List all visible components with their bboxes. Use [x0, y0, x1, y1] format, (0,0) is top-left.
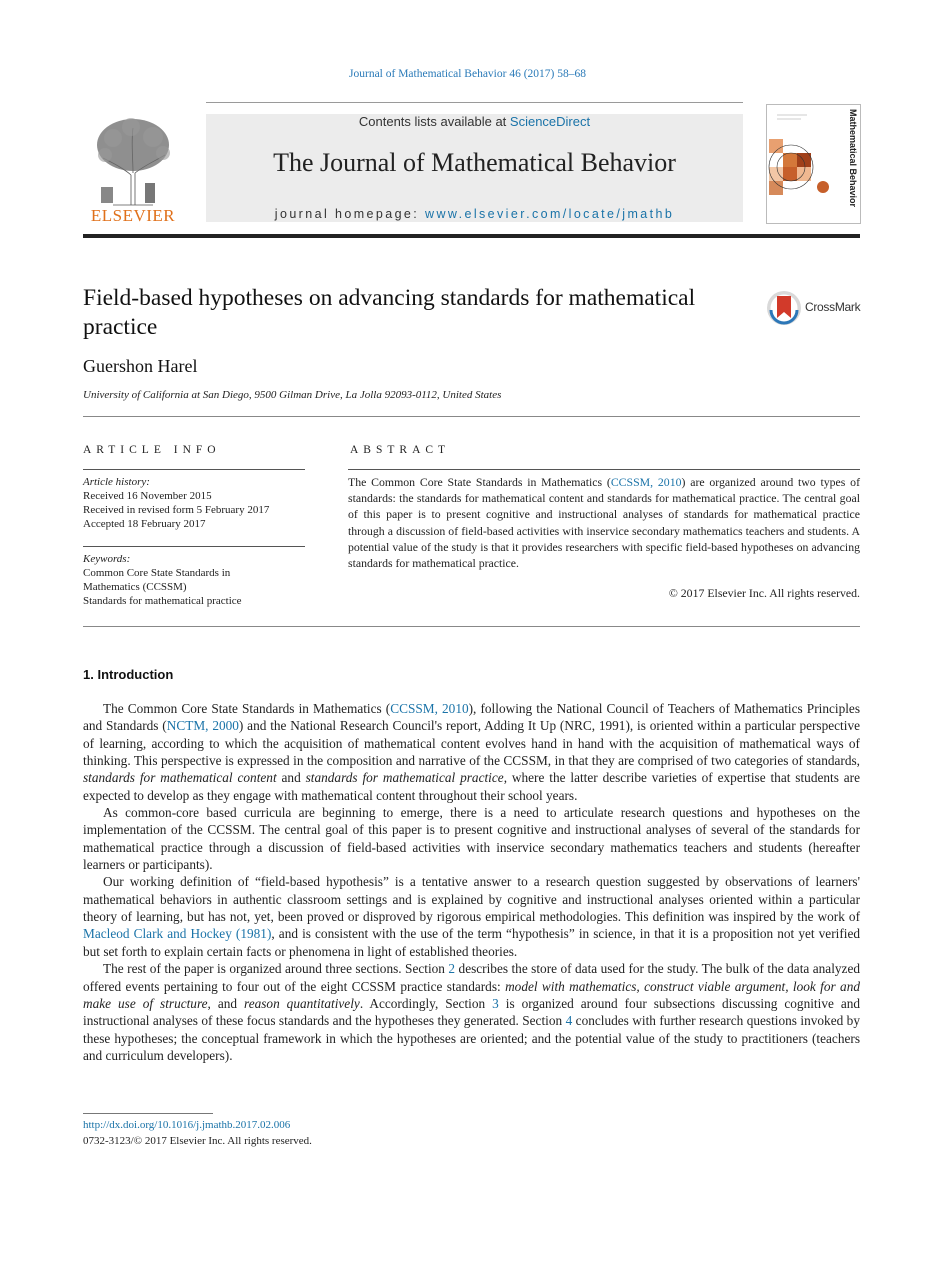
header-thick-rule: [83, 234, 860, 238]
text-span: The Common Core State Standards in Mathematics (: [103, 701, 391, 716]
citation-nctm-2000[interactable]: NCTM, 2000: [166, 718, 239, 734]
italic-span: reason quantitatively: [244, 995, 360, 1011]
homepage-prefix: journal homepage:: [274, 207, 426, 221]
keywords-rule: [83, 546, 305, 547]
paragraph-2: As common-core based curricula are beginning to emerge, there is a need to articulate research questions and hypotheses on the implementation of the CCSSM. The central goal of this paper is to present cognitive and instructional analyses of several of the standards for mathematical practice through a discussion of field-based activities with inservice secondary mathematics teachers and students (hereafter learners or participants).: [83, 805, 860, 873]
section-4-link[interactable]: 4: [565, 1013, 573, 1029]
cover-graphic-icon: [767, 105, 847, 223]
text-span: , where the latter describe varieties of expertise that students are expected to develop as they engage with mathematical content throughout their school years.: [83, 770, 860, 803]
italic-span: model with mathematics, construct viable argument, look for and make use of structure: [83, 978, 860, 1011]
contents-prefix: Contents lists available at: [358, 114, 510, 129]
section-3-link[interactable]: 3: [492, 995, 499, 1011]
doi-link[interactable]: http://dx.doi.org/10.1016/j.jmathb.2017.02.006: [83, 1119, 291, 1131]
text-span: . Accordingly, Section: [359, 995, 493, 1011]
article-info-rule: [83, 469, 305, 470]
abstract-part-2: ) are organized around two types of standards: the standards for mathematical content and standards for mathematical practice. The central goal of this paper is to present cognitive and instructional analyses of standards for mathematical practice through a discussion of field-based activities with inservice secondary mathematics teachers and students. A potential value of the study is that it provides researchers with specific field-based hypotheses on advancing standards for mathematical practice.: [348, 475, 860, 571]
author-affiliation: University of California at San Diego, 9500 Gilman Drive, La Jolla 92093-0112, United States: [83, 389, 502, 401]
accepted-date: Accepted 18 February 2017: [83, 518, 206, 530]
keywords-label: Keywords:: [83, 553, 131, 565]
citation-ccssm-2010[interactable]: CCSSM, 2010: [610, 475, 682, 489]
text-span: is organized around four subsections discussing cognitive and instructional analyses of these focus standards and the hypotheses they generated. Section: [83, 995, 861, 1029]
abstract-heading: ABSTRACT: [350, 444, 451, 456]
journal-reference[interactable]: Journal of Mathematical Behavior 46 (2017) 58–68: [349, 68, 586, 80]
issn-copyright: 0732-3123/© 2017 Elsevier Inc. All rights reserved.: [83, 1135, 312, 1147]
sciencedirect-link[interactable]: ScienceDirect: [509, 114, 591, 129]
paragraph-1: [83, 700, 860, 804]
abstract-copyright: © 2017 Elsevier Inc. All rights reserved.: [668, 586, 860, 600]
revised-date: Received in revised form 5 February 2017: [83, 504, 270, 516]
contents-line: [206, 114, 743, 129]
abstract-bottom-rule: [83, 626, 860, 627]
paper-title: Field-based hypotheses on advancing standards for mathematical practice: [83, 285, 696, 340]
text-span: and: [276, 770, 306, 786]
abstract-text: [348, 474, 860, 571]
article-info-heading: ARTICLE INFO: [83, 444, 221, 456]
history-label: Article history:: [83, 476, 150, 488]
abstract-part-1: The Common Core State Standards in Mathematics (: [348, 475, 611, 489]
homepage-line: [206, 207, 743, 221]
section-2-link[interactable]: 2: [448, 961, 456, 977]
italic-span: standards for mathematical practice: [305, 770, 504, 786]
received-date: Received 16 November 2015: [83, 490, 212, 502]
homepage-link[interactable]: www.elsevier.com/locate/jmathb: [425, 207, 675, 221]
citation-ccssm-2010[interactable]: CCSSM, 2010: [390, 701, 469, 716]
text-span: ) and the National Research Council's report, Adding It Up (NRC, 1991), is oriented within a particular perspective of learning, according to which the acquisition of mathematical content evolves hand in hand with the acquisition of mathematical ways of thinking. This perspective is expressed in the composition and narrative of the CCSSM, in that they are comprised of two categories of standards,: [83, 718, 860, 769]
text-span: , and is consistent with the use of the term “hypothesis” in science, in that it is a proposition not yet verified but set forth to explain certain facts or phenomena in light of established theories.: [83, 926, 860, 959]
keyword-2: Standards for mathematical practice: [83, 595, 242, 607]
introduction-heading: 1. Introduction: [83, 667, 174, 682]
abstract-rule: [348, 469, 860, 470]
journal-cover-thumbnail[interactable]: [766, 104, 861, 224]
footer-rule: [83, 1113, 213, 1114]
citation-macleod-clark-hockey-1981[interactable]: Macleod Clark and Hockey (1981): [83, 926, 272, 942]
keyword-1: Common Core State Standards in Mathematics (CCSSM): [83, 567, 231, 593]
italic-span: standards for mathematical content: [83, 770, 277, 786]
paragraph-3: [83, 873, 860, 960]
paragraph-4: [83, 960, 860, 1064]
publisher-wordmark: ELSEVIER: [90, 206, 176, 225]
header-rule: [206, 102, 743, 103]
crossmark-label[interactable]: CrossMark: [805, 300, 861, 314]
text-span: describes the store of data used for the study. The bulk of the data analyzed offered events pertaining to four out of the eight CCSSM practice standards:: [83, 961, 860, 994]
text-span: , and: [207, 995, 245, 1011]
journal-title: The Journal of Mathematical Behavior: [273, 148, 676, 177]
author-name: Guershon Harel: [83, 356, 198, 376]
keywords: [83, 552, 283, 608]
article-history: [83, 475, 305, 531]
text-span: Our working definition of “field-based hypothesis” is a tentative answer to a research question suggested by observations of learners' mathematical behaviors in authentic classroom settings and is explained by cognitive and instructional analyses oriented within a particular theory of learning, but has not, yet, been proved or disproved by rigorous empirical methodologies. This definition was inspired by the work of: [83, 874, 860, 925]
text-span: concludes with further research questions invoked by these hypotheses; the conceptual framework in which the hypotheses are oriented; and the potential value of the study to practitioners (teachers and curriculum developers).: [83, 1013, 860, 1063]
cover-title: Mathematical Behavior: [848, 109, 858, 208]
text-span: The rest of the paper is organized around three sections. Section: [103, 961, 449, 977]
title-rule: [83, 416, 860, 417]
text-span: ), following the National Council of Teachers of Mathematics Principles and Standards (: [83, 701, 860, 734]
introduction-body: [83, 700, 860, 1064]
